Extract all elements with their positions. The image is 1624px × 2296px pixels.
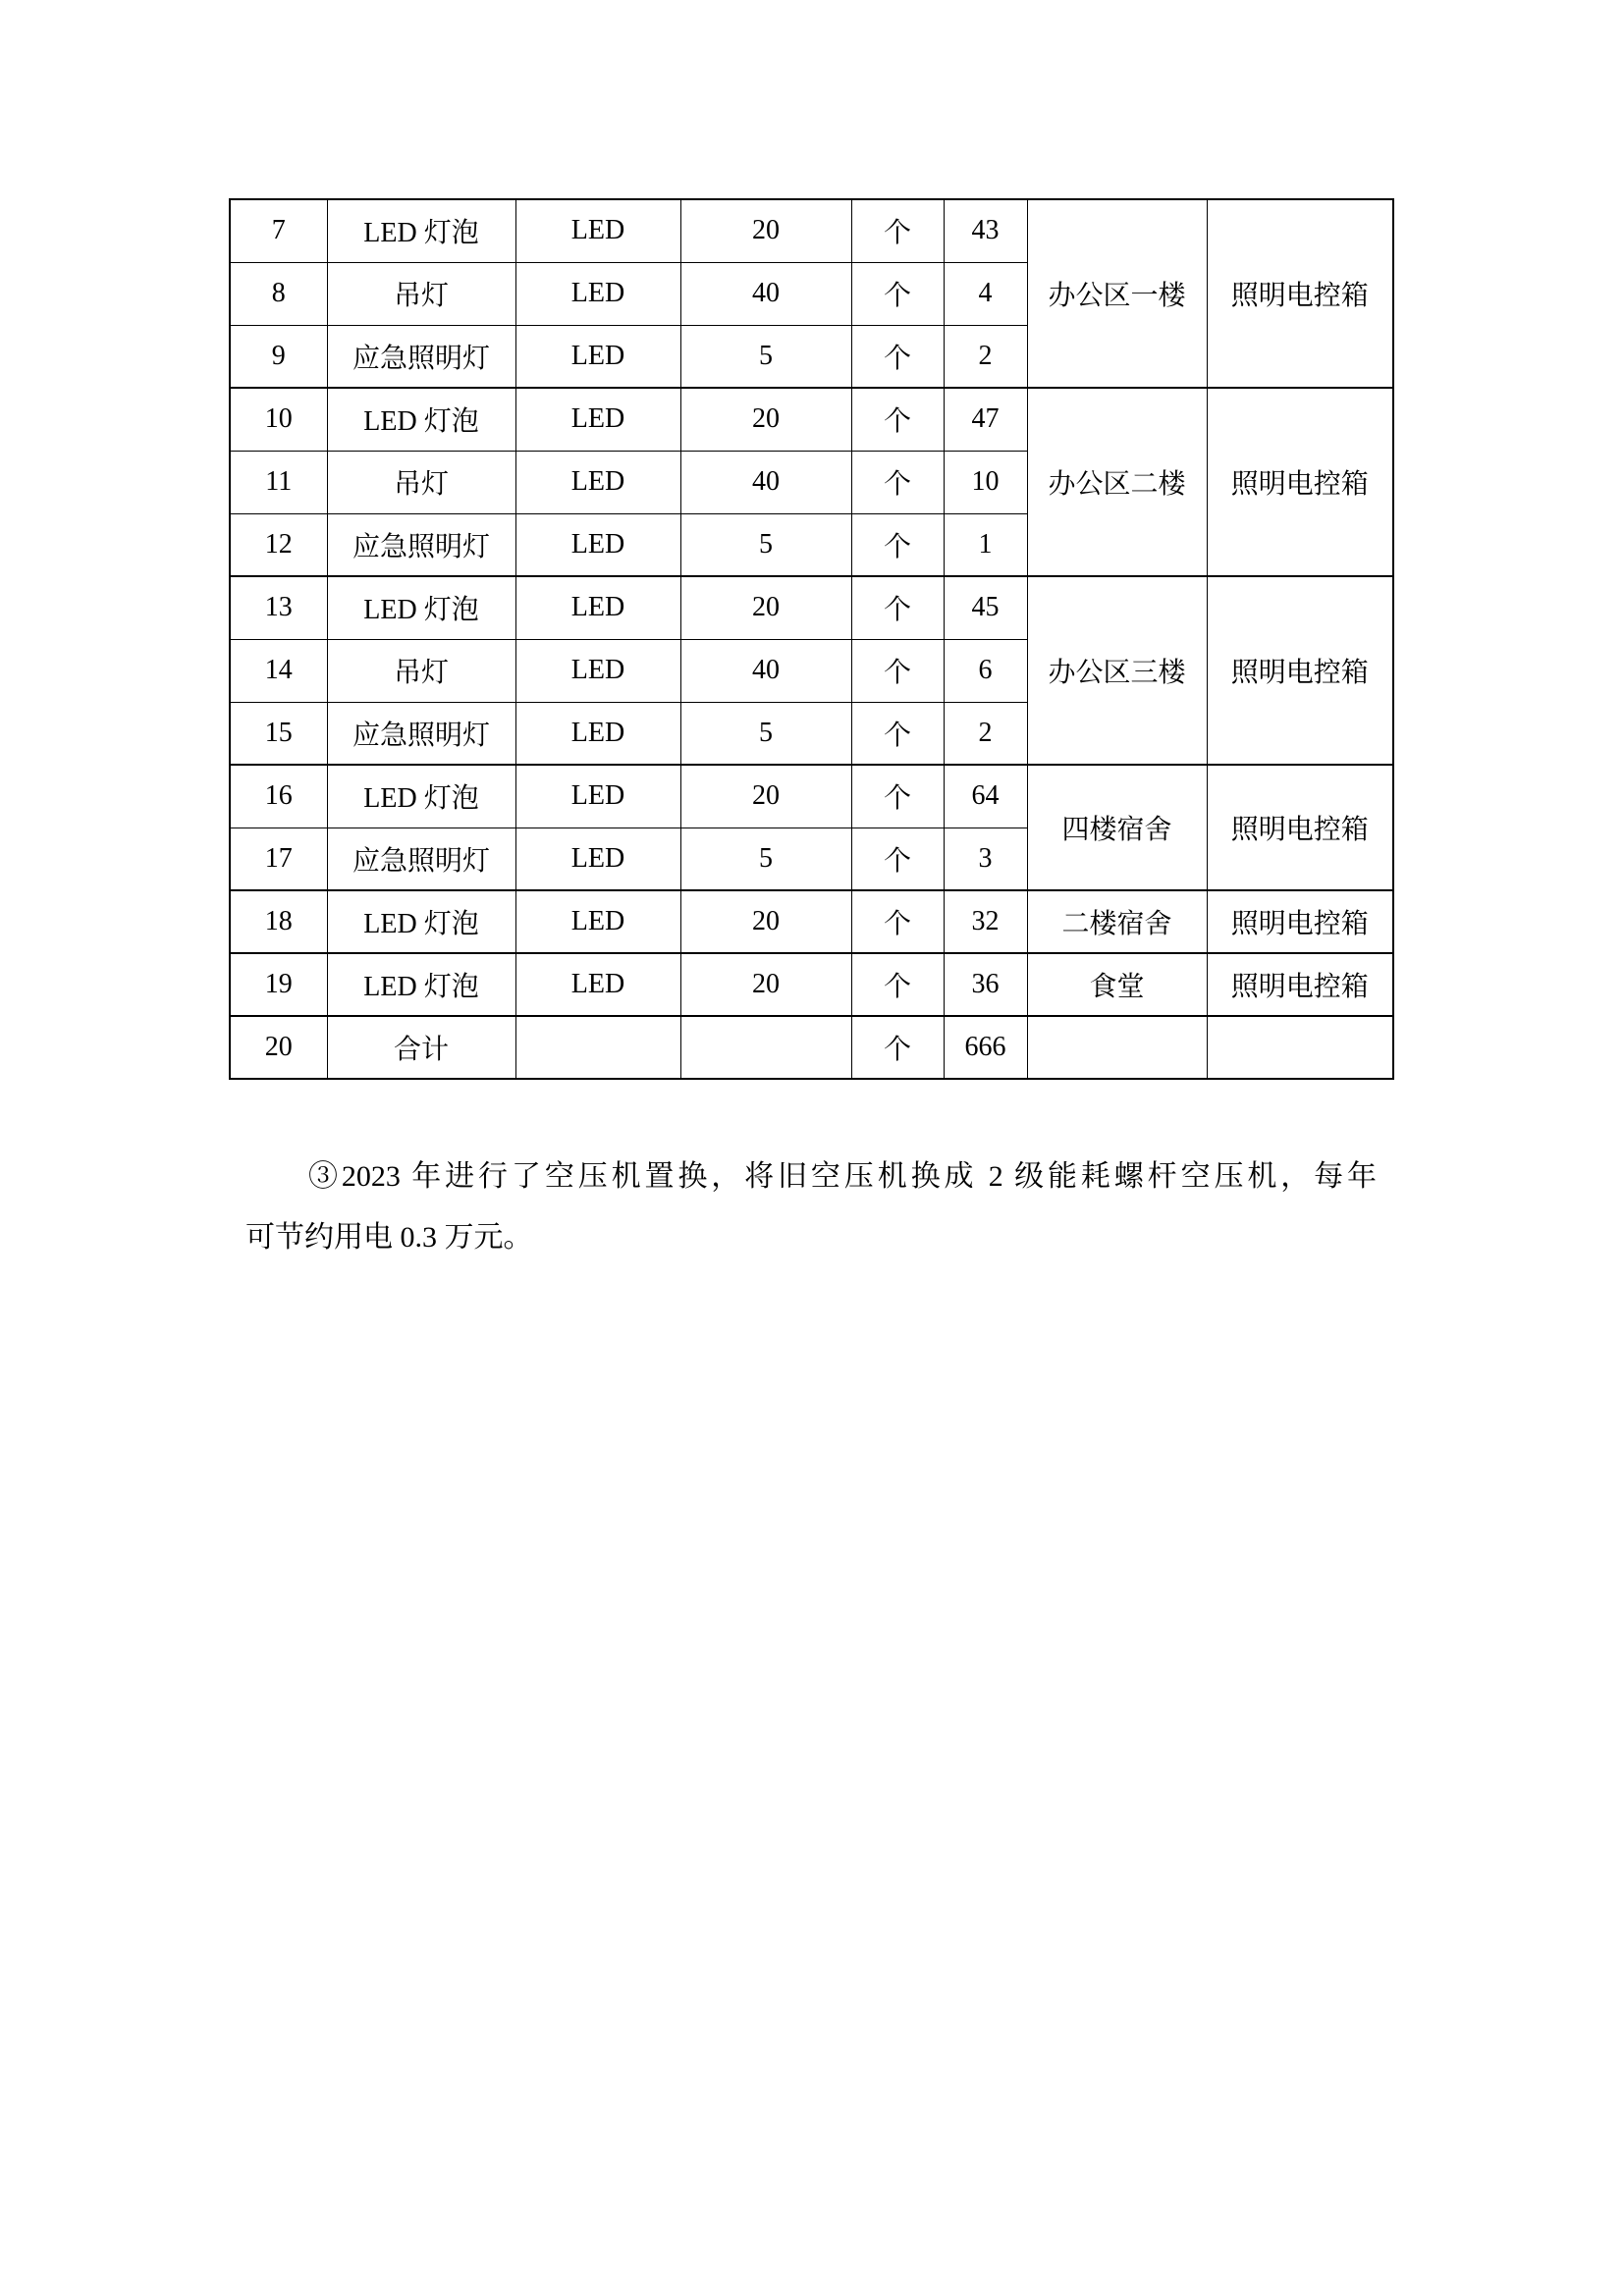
cell-qty: 666 [944, 1016, 1027, 1079]
cell-name: LED 灯泡 [327, 199, 515, 262]
cell-wattage: 20 [680, 953, 851, 1016]
cell-control-box: 照明电控箱 [1207, 953, 1393, 1016]
cell-num: 9 [230, 325, 327, 388]
cell-qty: 36 [944, 953, 1027, 1016]
cell-name: LED 灯泡 [327, 890, 515, 953]
cell-wattage [680, 1016, 851, 1079]
cell-qty: 10 [944, 451, 1027, 513]
cell-type: LED [515, 702, 680, 765]
cell-type: LED [515, 325, 680, 388]
cell-unit: 个 [851, 639, 944, 702]
cell-wattage: 40 [680, 262, 851, 325]
cell-name: 吊灯 [327, 639, 515, 702]
cell-control-box: 照明电控箱 [1207, 576, 1393, 765]
cell-name: 应急照明灯 [327, 513, 515, 576]
cell-num: 10 [230, 388, 327, 451]
cell-unit: 个 [851, 388, 944, 451]
cell-unit: 个 [851, 262, 944, 325]
cell-location: 办公区三楼 [1027, 576, 1207, 765]
cell-qty: 3 [944, 828, 1027, 890]
cell-type [515, 1016, 680, 1079]
cell-num: 12 [230, 513, 327, 576]
cell-num: 16 [230, 765, 327, 828]
cell-wattage: 5 [680, 828, 851, 890]
cell-unit: 个 [851, 828, 944, 890]
table-row [230, 890, 1393, 953]
cell-num: 14 [230, 639, 327, 702]
cell-type: LED [515, 765, 680, 828]
lighting-equipment-table [229, 198, 1394, 1080]
paragraph-line-2: 可节约用电 0.3 万元。 [245, 1221, 533, 1254]
cell-type: LED [515, 639, 680, 702]
cell-unit: 个 [851, 325, 944, 388]
cell-qty: 4 [944, 262, 1027, 325]
cell-wattage: 20 [680, 765, 851, 828]
cell-qty: 2 [944, 702, 1027, 765]
cell-name: 应急照明灯 [327, 828, 515, 890]
cell-qty: 43 [944, 199, 1027, 262]
cell-location [1027, 1016, 1207, 1079]
cell-qty: 2 [944, 325, 1027, 388]
cell-type: LED [515, 576, 680, 639]
cell-unit: 个 [851, 513, 944, 576]
cell-location: 食堂 [1027, 953, 1207, 1016]
table-row [230, 199, 1393, 262]
cell-unit: 个 [851, 1016, 944, 1079]
table-row [230, 765, 1393, 828]
cell-name: 应急照明灯 [327, 325, 515, 388]
cell-type: LED [515, 262, 680, 325]
cell-control-box: 照明电控箱 [1207, 388, 1393, 576]
cell-name: LED 灯泡 [327, 953, 515, 1016]
cell-unit: 个 [851, 890, 944, 953]
cell-control-box: 照明电控箱 [1207, 890, 1393, 953]
cell-location: 四楼宿舍 [1027, 765, 1207, 890]
cell-wattage: 5 [680, 702, 851, 765]
cell-name: 吊灯 [327, 262, 515, 325]
cell-wattage: 5 [680, 513, 851, 576]
cell-wattage: 20 [680, 890, 851, 953]
cell-type: LED [515, 828, 680, 890]
cell-control-box: 照明电控箱 [1207, 199, 1393, 388]
cell-unit: 个 [851, 765, 944, 828]
cell-num: 11 [230, 451, 327, 513]
cell-control-box: 照明电控箱 [1207, 765, 1393, 890]
cell-wattage: 5 [680, 325, 851, 388]
cell-name: LED 灯泡 [327, 576, 515, 639]
cell-location: 办公区一楼 [1027, 199, 1207, 388]
table-row [230, 388, 1393, 451]
cell-wattage: 20 [680, 388, 851, 451]
table-row [230, 953, 1393, 1016]
cell-wattage: 40 [680, 451, 851, 513]
cell-wattage: 40 [680, 639, 851, 702]
cell-name: LED 灯泡 [327, 388, 515, 451]
paragraph-line-1: ③2023 年进行了空压机置换，将旧空压机换成 2 级能耗螺杆空压机，每年 [308, 1160, 1377, 1193]
cell-type: LED [515, 890, 680, 953]
table-row [230, 1016, 1393, 1079]
cell-qty: 1 [944, 513, 1027, 576]
cell-wattage: 20 [680, 576, 851, 639]
body-paragraph [245, 1147, 1377, 1268]
cell-num: 17 [230, 828, 327, 890]
cell-num: 18 [230, 890, 327, 953]
cell-name: 合计 [327, 1016, 515, 1079]
cell-location: 二楼宿舍 [1027, 890, 1207, 953]
cell-name: 应急照明灯 [327, 702, 515, 765]
cell-name: 吊灯 [327, 451, 515, 513]
cell-wattage: 20 [680, 199, 851, 262]
cell-qty: 64 [944, 765, 1027, 828]
cell-unit: 个 [851, 576, 944, 639]
cell-type: LED [515, 388, 680, 451]
table-row [230, 576, 1393, 639]
cell-qty: 47 [944, 388, 1027, 451]
cell-unit: 个 [851, 702, 944, 765]
cell-type: LED [515, 199, 680, 262]
cell-unit: 个 [851, 451, 944, 513]
cell-num: 8 [230, 262, 327, 325]
cell-num: 15 [230, 702, 327, 765]
cell-num: 19 [230, 953, 327, 1016]
cell-name: LED 灯泡 [327, 765, 515, 828]
cell-num: 13 [230, 576, 327, 639]
cell-location: 办公区二楼 [1027, 388, 1207, 576]
cell-type: LED [515, 513, 680, 576]
cell-num: 20 [230, 1016, 327, 1079]
cell-qty: 32 [944, 890, 1027, 953]
cell-unit: 个 [851, 953, 944, 1016]
cell-control-box [1207, 1016, 1393, 1079]
cell-qty: 6 [944, 639, 1027, 702]
cell-num: 7 [230, 199, 327, 262]
cell-type: LED [515, 451, 680, 513]
cell-unit: 个 [851, 199, 944, 262]
cell-type: LED [515, 953, 680, 1016]
cell-qty: 45 [944, 576, 1027, 639]
